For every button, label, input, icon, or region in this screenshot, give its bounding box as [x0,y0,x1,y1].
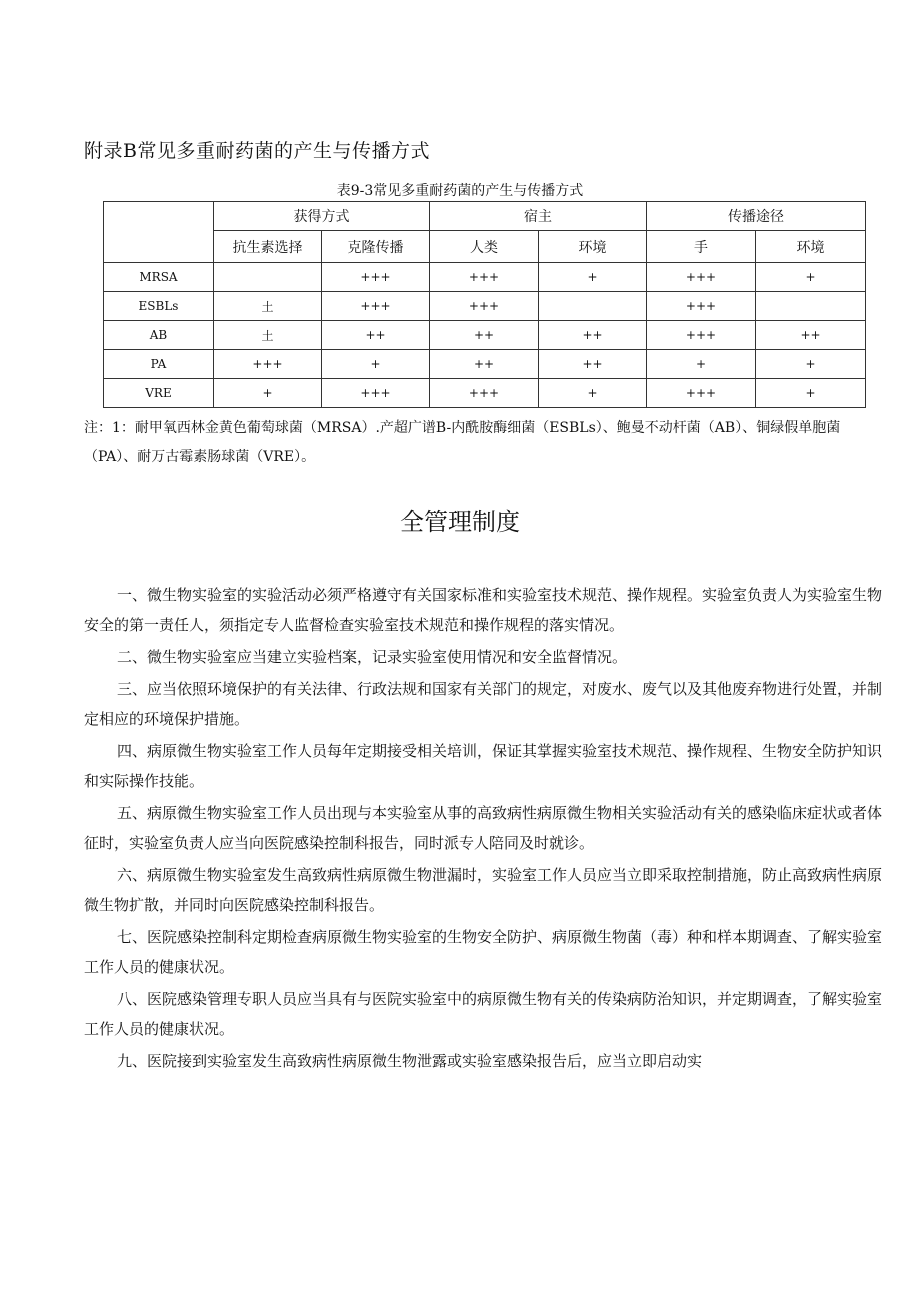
paragraph: 二、微生物实验室应当建立实验档案，记录实验室使用情况和安全监督情况。 [117,648,628,666]
table-cell: +++ [214,350,322,379]
organism-cell: MRSA [104,263,214,292]
table-cell: ++ [756,321,866,350]
mdr-table [103,201,866,408]
subheader-environment-route: 环境 [756,231,866,263]
regulation-body [84,580,890,1078]
table-cell: + [539,379,647,408]
table-cell [214,263,322,292]
table-cell: + [756,379,866,408]
table-cell: + [647,350,756,379]
section-title: 全管理制度 [400,508,520,536]
table-row [104,263,866,292]
organism-cell: AB [104,321,214,350]
subheader-human: 人类 [430,231,539,263]
table-cell: +++ [430,263,539,292]
organism-cell: ESBLs [104,292,214,321]
paragraph: 六、病原微生物实验室发生高致病性病原微生物泄漏时，实验室工作人员应当立即采取控制措施，防止高致病性病原微生物扩散，并同时向医院感染控制科报告。 [84,866,883,914]
table-cell: ++ [322,321,430,350]
subheader-environment-host: 环境 [539,231,647,263]
table-cell: +++ [322,379,430,408]
organism-cell: PA [104,350,214,379]
table-cell: 土 [214,292,322,321]
paragraph: 一、微生物实验室的实验活动必须严格遵守有关国家标准和实验室技术规范、操作规程。实验室负责人为实验室生物安全的第一责任人，须指定专人监督检查实验室技术规范和操作规程的落实情况。 [84,586,883,634]
table-row [104,350,866,379]
table-cell: + [322,350,430,379]
table-cell: +++ [647,321,756,350]
table-cell: ++ [539,350,647,379]
table-cell: +++ [322,263,430,292]
table-cell: 土 [214,321,322,350]
subheader-hand: 手 [647,231,756,263]
table-cell [756,292,866,321]
table-cell: +++ [430,292,539,321]
table-cell: ++ [539,321,647,350]
subheader-clonal-spread: 克隆传播 [322,231,430,263]
header-acquisition: 获得方式 [214,202,430,231]
table-cell: +++ [322,292,430,321]
paragraph: 四、病原微生物实验室工作人员每年定期接受相关培训，保证其掌握实验室技术规范、操作规程、生物安全防护知识和实际操作技能。 [84,742,883,790]
header-transmission: 传播途径 [647,202,866,231]
table-cell: + [539,263,647,292]
organism-cell: VRE [104,379,214,408]
corner-cell [104,202,214,263]
table-header-row-groups [104,202,866,231]
table-cell: +++ [647,379,756,408]
table-row [104,292,866,321]
table-row [104,379,866,408]
table-row [104,321,866,350]
table-cell: + [756,350,866,379]
table-cell: ++ [430,350,539,379]
table-cell: + [214,379,322,408]
table-cell: ++ [430,321,539,350]
table-caption: 表9-3常见多重耐药菌的产生与传播方式 [336,183,584,199]
table-note: 注：1：耐甲氧西林金黄色葡萄球菌（MRSA）.产超广谱B-内酰胺酶细菌（ESBLs）、鲍曼不动杆菌（AB）、铜绿假单胞菌（PA）、耐万古霉素肠球菌（VRE）。 [84,420,841,465]
paragraph: 七、医院感染控制科定期检查病原微生物实验室的生物安全防护、病原微生物菌（毒）种和样本期调查、了解实验室工作人员的健康状况。 [84,928,883,976]
paragraph: 八、医院感染管理专职人员应当具有与医院实验室中的病原微生物有关的传染病防治知识，并定期调查，了解实验室工作人员的健康状况。 [84,990,883,1038]
appendix-title: 附录B常见多重耐药菌的产生与传播方式 [84,140,430,162]
paragraph: 五、病原微生物实验室工作人员出现与本实验室从事的高致病性病原微生物相关实验活动有关的感染临床症状或者体征时，实验室负责人应当向医院感染控制科报告，同时派专人陪同及时就诊。 [84,804,883,852]
table-header-row-sub [104,231,866,263]
table-cell: +++ [647,292,756,321]
table-cell: +++ [430,379,539,408]
table-cell: +++ [647,263,756,292]
table-cell: + [756,263,866,292]
paragraph: 三、应当依照环境保护的有关法律、行政法规和国家有关部门的规定，对废水、废气以及其他废弃物进行处置，并制定相应的环境保护措施。 [84,680,883,728]
header-host: 宿主 [430,202,647,231]
table-cell [539,292,647,321]
subheader-antibiotic-selection: 抗生素选择 [214,231,322,263]
paragraph: 九、医院接到实验室发生高致病性病原微生物泄露或实验室感染报告后，应当立即启动实 [117,1052,703,1070]
